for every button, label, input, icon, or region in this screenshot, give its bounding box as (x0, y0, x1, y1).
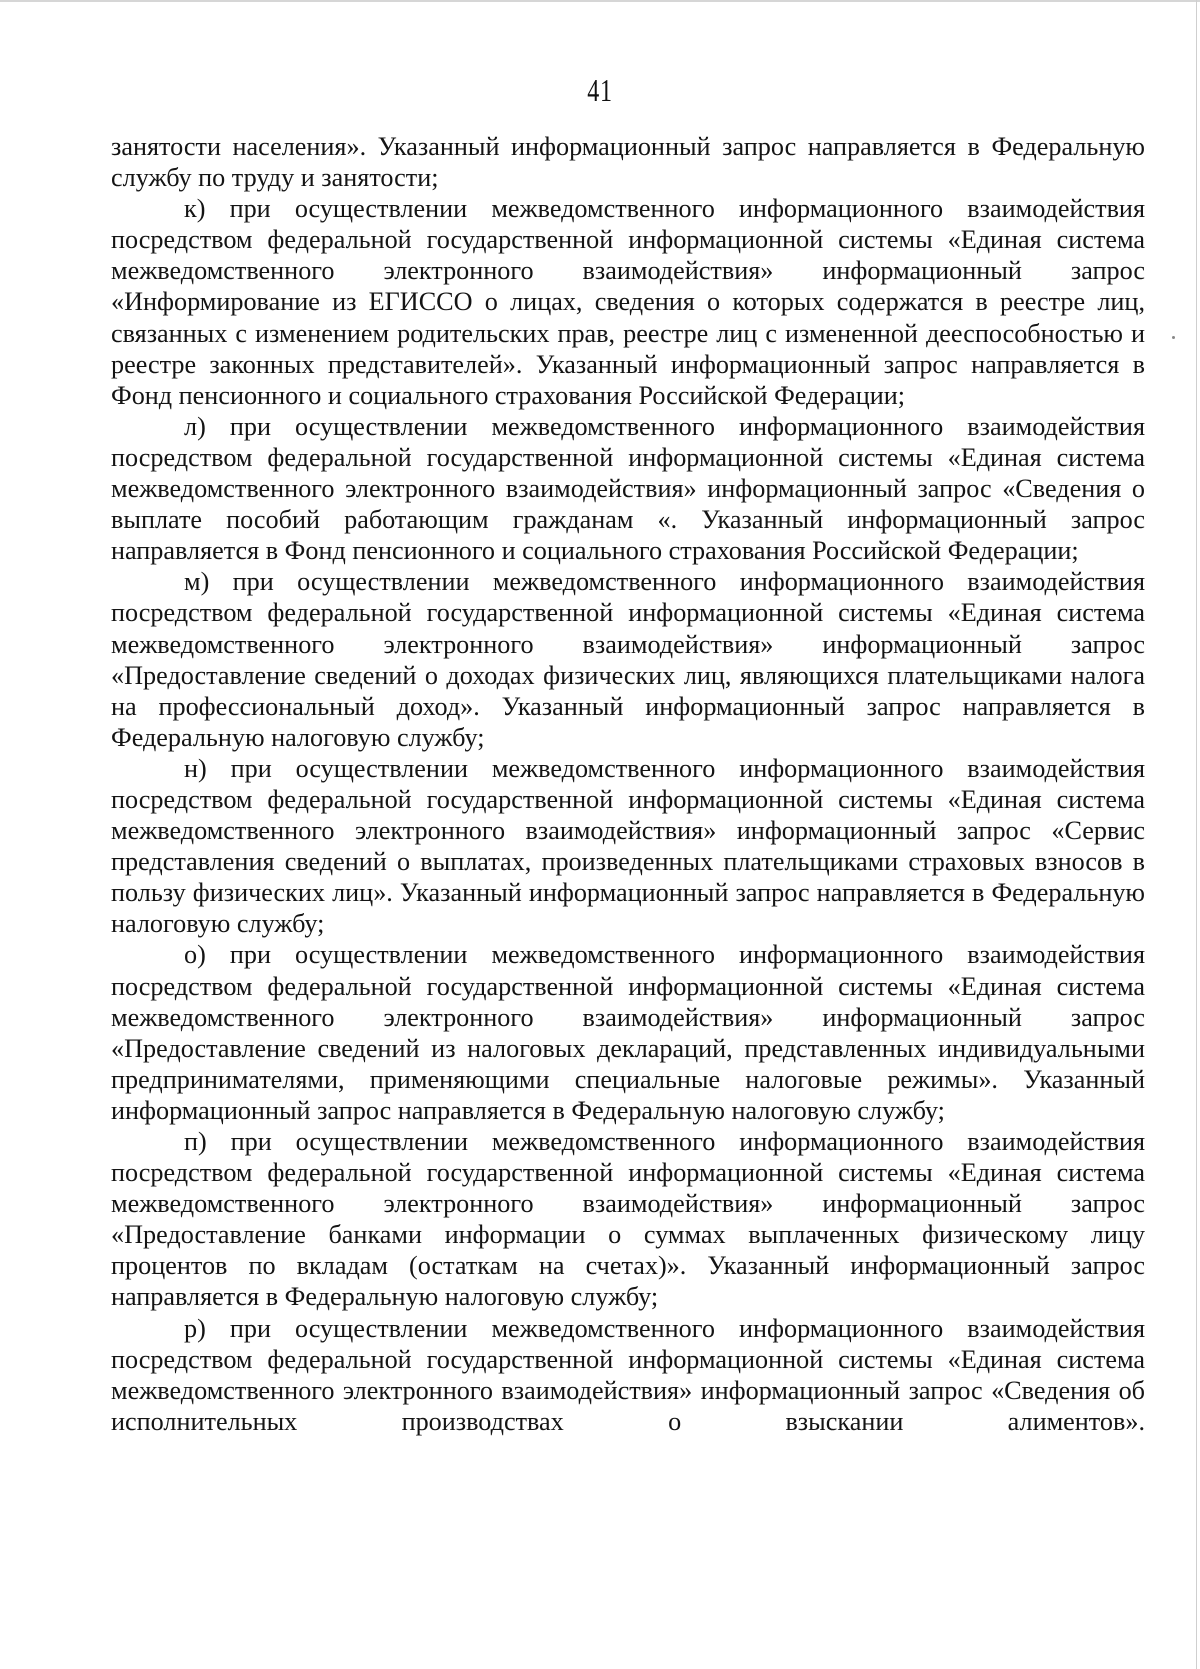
page-number: 41 (587, 72, 613, 108)
scan-edge-right (1196, 0, 1197, 1669)
paragraph-item-n: н) при осуществлении межведомственного информационного взаимодействия посредством федеральной государственной информационной системы «Единая система межведомственного электронного взаимодействия» информационный запрос «Сервис представления сведений о выплатах, произведенных плательщиками страховых взносов в пользу физических лиц». Указанный информационный запрос направляется в Федеральную налоговую службу; (111, 753, 1145, 939)
paragraph-item-o: о) при осуществлении межведомственного информационного взаимодействия посредством федеральной государственной информационной системы «Единая система межведомственного электронного взаимодействия» информационный запрос «Предоставление сведений из налоговых деклараций, представленных индивидуальными предпринимателями, применяющими специальные налоговые режимы». Указанный информационный запрос направляется в Федеральную налоговую службу; (111, 940, 1145, 1125)
paragraph-item-l: л) при осуществлении межведомственного информационного взаимодействия посредством федеральной государственной информационной системы «Единая система межведомственного электронного взаимодействия» информационный запрос «Сведения о выплате пособий работающим гражданам «. Указанный информационный запрос направляется в Фонд пенсионного и социального страхования Российской Федерации; (111, 411, 1145, 566)
document-body (111, 131, 1145, 1437)
paragraph-item-k: к) при осуществлении межведомственного информационного взаимодействия посредством федеральной государственной информационной системы «Единая система межведомственного электронного взаимодействия» информационный запрос «Информирование из ЕГИССО о лицах, сведения о которых содержатся в реестре лиц, связанных с изменением родительских прав, реестре лиц с измененной дееспособностью и реестре законных представителей». Указанный информационный запрос направляется в Фонд пенсионного и социального страхования Российской Федерации; (111, 194, 1145, 410)
scan-speck (1172, 336, 1175, 339)
paragraph-item-m: м) при осуществлении межведомственного информационного взаимодействия посредством федеральной государственной информационной системы «Единая система межведомственного электронного взаимодействия» информационный запрос «Предоставление сведений о доходах физических лиц, являющихся плательщиками налога на профессиональный доход». Указанный информационный запрос направляется в Федеральную налоговую службу; (111, 567, 1145, 752)
paragraph-item-p: п) при осуществлении межведомственного информационного взаимодействия посредством федеральной государственной информационной системы «Единая система межведомственного электронного взаимодействия» информационный запрос «Предоставление банками информации о суммах выплаченных физическому лицу процентов по вкладам (остаткам на счетах)». Указанный информационный запрос направляется в Федеральную налоговую службу; (111, 1127, 1145, 1312)
scan-edge-top (0, 0, 1200, 2)
paragraph-item-r: р) при осуществлении межведомственного информационного взаимодействия посредством федеральной государственной информационной системы «Единая система межведомственного электронного взаимодействия» информационный запрос «Сведения об исполнительных производствах о взыскании алиментов». (111, 1313, 1145, 1436)
paragraph-continuation: занятости населения». Указанный информационный запрос направляется в Федеральную службу по труду и занятости; (111, 132, 1145, 193)
